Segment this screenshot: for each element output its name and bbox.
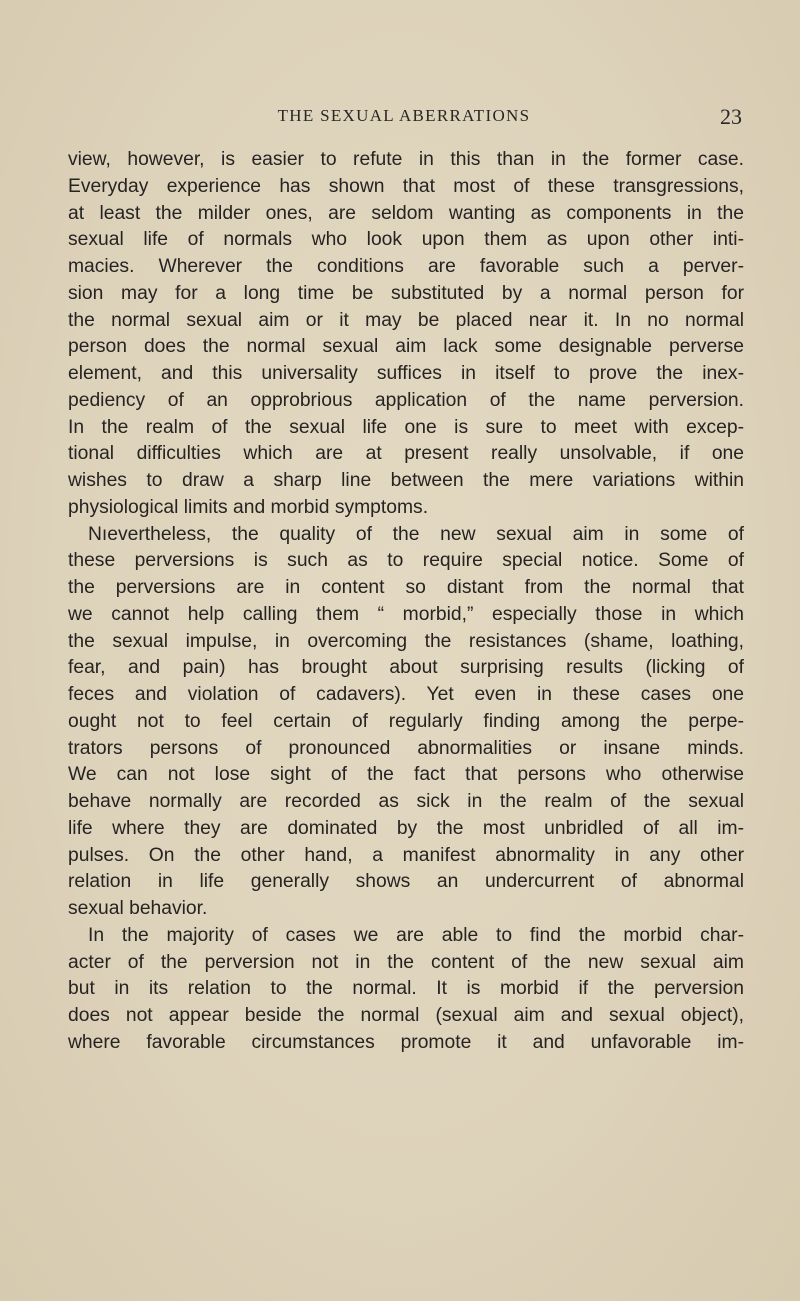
text-line: person does the normal sexual aim lack some designable perverse xyxy=(68,336,744,358)
text-line: physiological limits and morbid symptoms. xyxy=(68,496,429,518)
text-line: pediency of an opprobrious application of the name perversion. xyxy=(68,389,744,411)
text-line: life where they are dominated by the most unbridled of all im- xyxy=(68,817,744,839)
text-line: element, and this universality suffices in itself to prove the inex- xyxy=(68,363,744,384)
text-line: but in its relation to the normal. It is morbid if the perversion xyxy=(68,978,744,1000)
text-line: the sexual impulse, in overcoming the resistances (shame, loathing, xyxy=(68,630,744,652)
text-line: at least the milder ones, are seldom wanting as components in the xyxy=(68,202,744,224)
running-title: THE SEXUAL ABERRATIONS xyxy=(277,106,531,125)
text-line: In the realm of the sexual life one is sure to meet with excep- xyxy=(68,416,744,438)
text-line: where favorable circumstances promote it and unfavorable im- xyxy=(68,1031,744,1053)
text-line: view, however, is easier to refute in this than in the former case. xyxy=(68,149,744,170)
page-number: 23 xyxy=(720,104,742,129)
body-text xyxy=(68,147,744,1057)
text-line: We can not lose sight of the fact that persons who otherwise xyxy=(68,764,744,786)
text-line: behave normally are recorded as sick in the realm of the sexual xyxy=(68,791,744,812)
text-line: acter of the perversion not in the content of the new sexual aim xyxy=(68,951,744,973)
text-line: relation in life generally shows an undercurrent of abnormal xyxy=(68,871,744,893)
text-line: tional difficulties which are at present really unsolvable, if one xyxy=(68,443,744,465)
text-line: the perversions are in content so distant from the normal that xyxy=(68,577,744,598)
text-line: fear, and pain) has brought about surprising results (licking of xyxy=(68,657,744,679)
running-head xyxy=(66,106,742,136)
text-line: pulses. On the other hand, a manifest abnormality in any other xyxy=(68,844,744,866)
text-line: Everyday experience has shown that most of these transgressions, xyxy=(68,175,744,197)
paragraph xyxy=(68,522,744,923)
text-line: sexual life of normals who look upon them as upon other inti- xyxy=(68,229,744,251)
text-line: sion may for a long time be substituted by a normal person for xyxy=(68,282,744,304)
text-line: Nıevertheless, the quality of the new sexual aim in some of xyxy=(88,523,744,545)
text-line: ought not to feel certain of regularly finding among the perpe- xyxy=(68,710,744,732)
text-line: does not appear beside the normal (sexual aim and sexual object), xyxy=(68,1005,744,1026)
text-line: we cannot help calling them “ morbid,” especially those in which xyxy=(68,603,744,625)
text-line: macies. Wherever the conditions are favorable such a perver- xyxy=(68,256,744,277)
text-line: wishes to draw a sharp line between the mere variations within xyxy=(68,470,744,491)
paragraph xyxy=(68,147,744,522)
text-line: these perversions is such as to require special notice. Some of xyxy=(68,550,744,572)
text-line: sexual behavior. xyxy=(68,898,208,919)
text-line: the normal sexual aim or it may be placed near it. In no normal xyxy=(68,309,744,331)
paragraph xyxy=(68,923,744,1057)
text-line: feces and violation of cadavers). Yet even in these cases one xyxy=(68,684,744,705)
text-line: trators persons of pronounced abnormalities or insane minds. xyxy=(68,737,744,759)
text-line: In the majority of cases we are able to find the morbid char- xyxy=(88,924,744,946)
